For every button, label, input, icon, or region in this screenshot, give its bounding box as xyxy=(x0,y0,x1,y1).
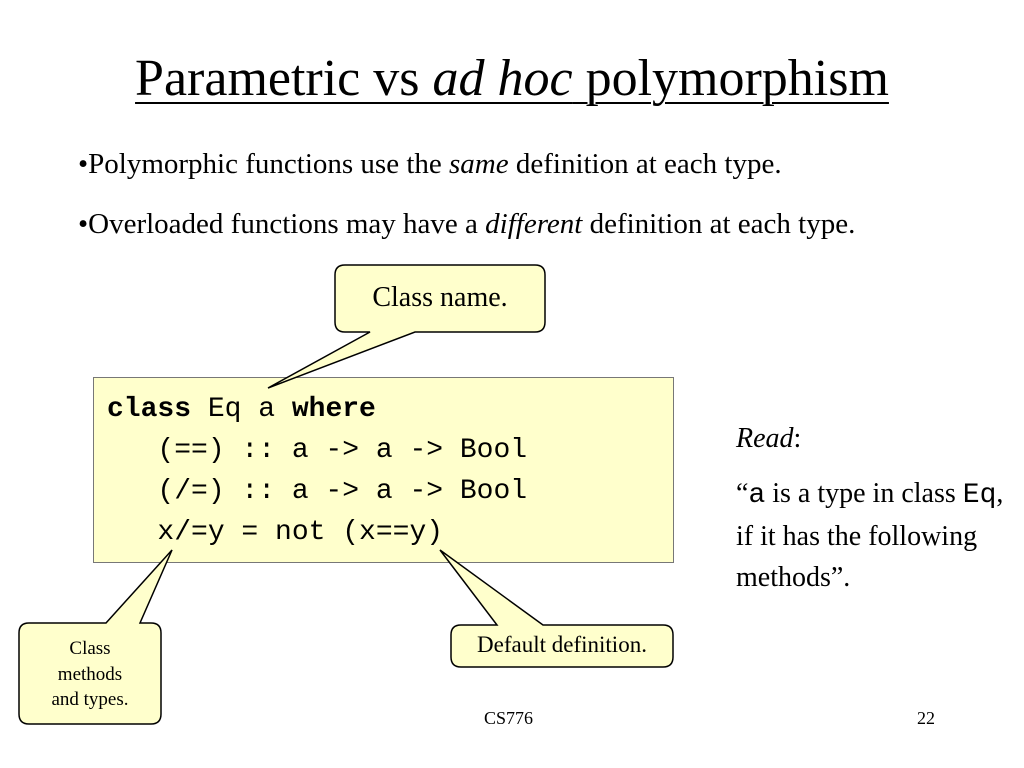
bullet-polymorphic: •Polymorphic functions use the same definition at each type. xyxy=(78,148,782,180)
callout-default-text: Default definition. xyxy=(477,632,647,657)
footer-page-number: 22 xyxy=(917,708,935,728)
footer-course: CS776 xyxy=(484,708,534,728)
callout-methods-text: Class methods and types. xyxy=(51,638,129,711)
read-explanation xyxy=(736,418,1006,612)
code-block: class Eq a where (==) :: a -> a -> Bool (/=) :: a -> a -> Bool x/=y = not (x==y) xyxy=(107,394,528,548)
slide-title: Parametric vs ad hoc polymorphism xyxy=(135,50,889,107)
read-body: “a is a type in class Eq, if it has the following methods”. xyxy=(736,478,1004,593)
read-label: Read: xyxy=(736,423,802,454)
bullet-overloaded: •Overloaded functions may have a different definition at each type. xyxy=(78,208,856,240)
callout-class-name-text: Class name. xyxy=(372,282,508,313)
